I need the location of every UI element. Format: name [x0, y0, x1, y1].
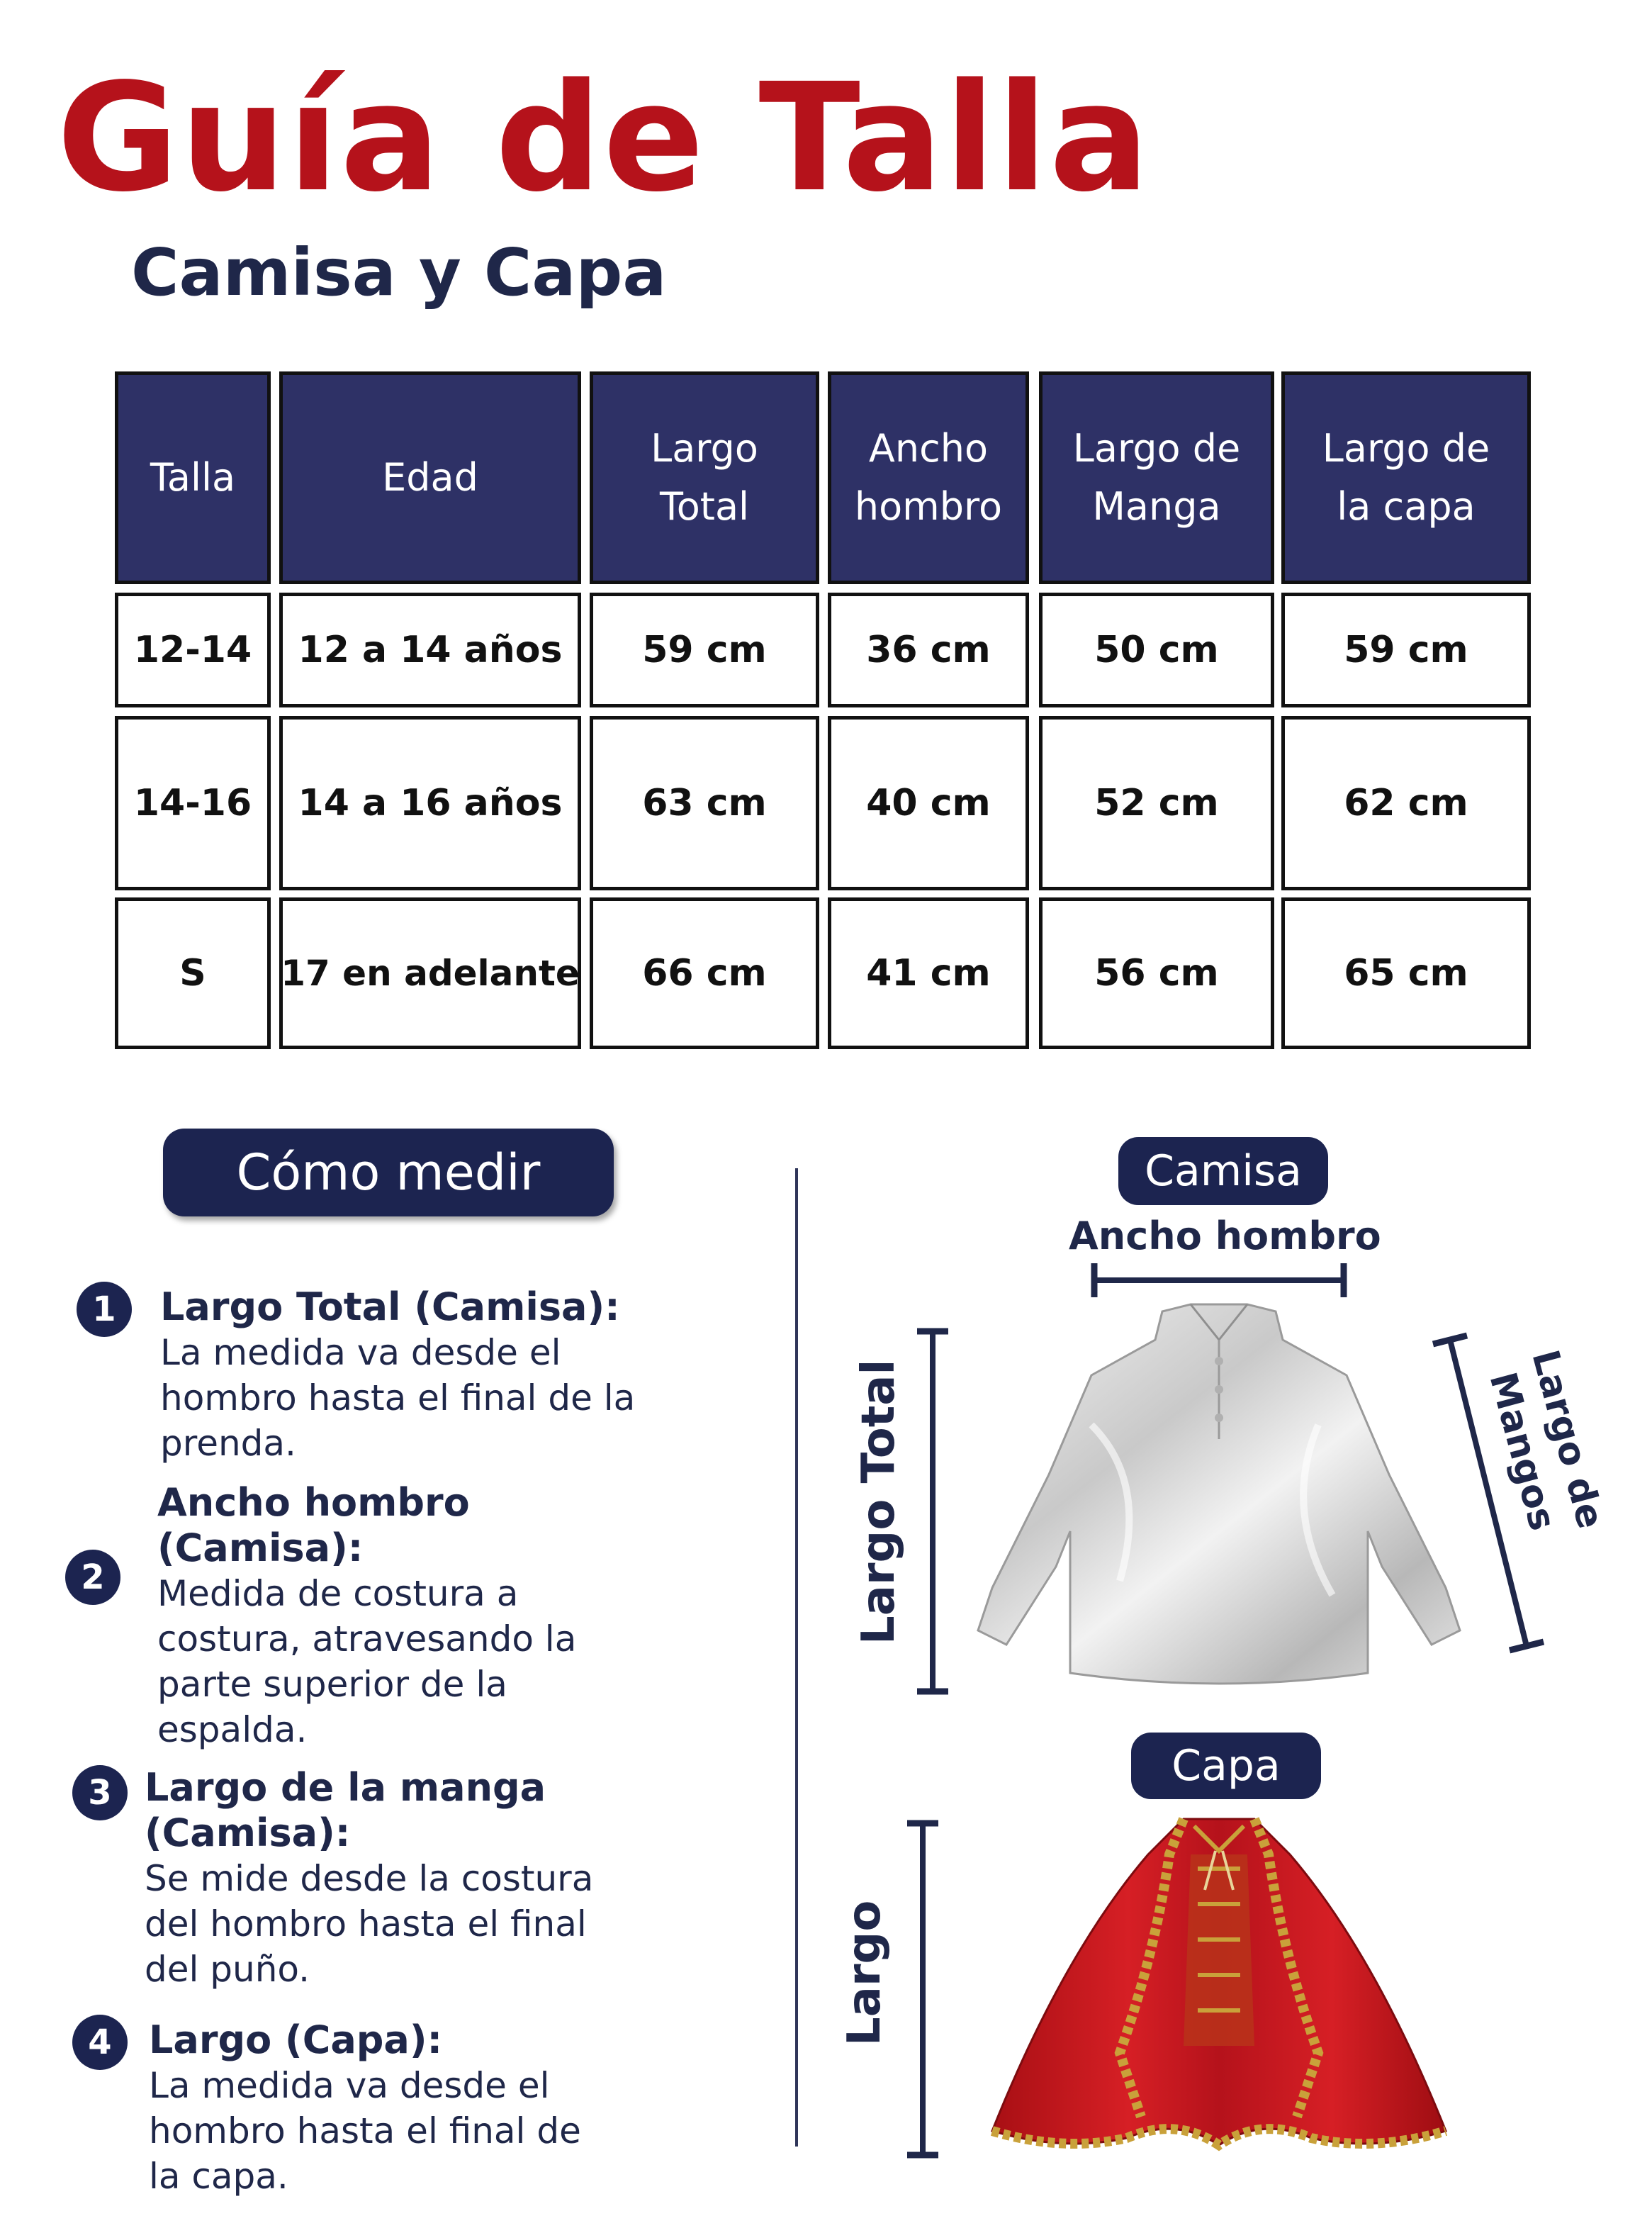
table-cell: 14-16 [115, 716, 271, 890]
cape-badge: Capa [1131, 1733, 1321, 1799]
shirt-badge: Camisa [1118, 1137, 1328, 1205]
table-cell: 66 cm [590, 897, 819, 1049]
table-cell: 50 cm [1039, 593, 1274, 707]
table-cell: S [115, 897, 271, 1049]
step-2-title: Ancho hombro (Camisa): [157, 1480, 470, 1570]
cape-length-label: Largo [838, 1900, 891, 2046]
table-header-talla: Talla [115, 371, 271, 584]
table-header-edad: Edad [279, 371, 581, 584]
section-divider [795, 1168, 798, 2147]
shoulder-width-label: Ancho hombro [1069, 1214, 1381, 1258]
step-number-4: 4 [72, 2015, 128, 2070]
table-header-largo-capa: Largo de la capa [1281, 371, 1531, 584]
step-4-description: La medida va desde el hombro hasta el final de la capa. [149, 2065, 581, 2197]
total-length-label: Largo Total [853, 1359, 905, 1645]
table-cell: 40 cm [828, 716, 1029, 890]
step-number-2: 2 [65, 1550, 120, 1605]
total-length-arrow [911, 1327, 954, 1696]
cape-illustration [978, 1812, 1460, 2166]
step-3-title: Largo de la manga (Camisa): [145, 1765, 546, 1855]
table-cell: 36 cm [828, 593, 1029, 707]
table-cell: 52 cm [1039, 716, 1274, 890]
sleeve-length-label: Largo de Mangos [1480, 1345, 1612, 1535]
step-number-1: 1 [77, 1282, 132, 1337]
step-3-description: Se mide desde la costura del hombro hasta el final del puño. [145, 1858, 594, 1990]
table-cell: 59 cm [590, 593, 819, 707]
cape-length-arrow [901, 1819, 944, 2159]
table-cell: 12-14 [115, 593, 271, 707]
how-to-measure-badge: Cómo medir [163, 1129, 614, 1216]
page-title: Guía de Talla [57, 51, 1152, 225]
table-cell: 62 cm [1281, 716, 1531, 890]
page-subtitle: Camisa y Capa [131, 235, 667, 310]
step-2-description: Medida de costura a costura, atravesando la parte superior de la espalda. [157, 1573, 577, 1750]
step-1-title: Largo Total (Camisa): [160, 1285, 620, 1329]
table-header-largo-total: Largo Total [590, 371, 819, 584]
table-cell: 12 a 14 años [279, 593, 581, 707]
table-cell: 41 cm [828, 897, 1029, 1049]
table-header-ancho-hombro: Ancho hombro [828, 371, 1029, 584]
table-cell: 56 cm [1039, 897, 1274, 1049]
shoulder-width-arrow [1084, 1259, 1354, 1302]
step-number-3: 3 [72, 1765, 128, 1820]
table-cell: 17 en adelante [279, 897, 581, 1049]
step-4-title: Largo (Capa): [149, 2017, 443, 2062]
table-cell: 65 cm [1281, 897, 1531, 1049]
table-cell: 59 cm [1281, 593, 1531, 707]
step-1-description: La medida va desde el hombro hasta el final de la prenda. [160, 1332, 636, 1464]
shirt-illustration [950, 1297, 1502, 1694]
table-cell: 63 cm [590, 716, 819, 890]
table-cell: 14 a 16 años [279, 716, 581, 890]
table-header-largo-manga: Largo de Manga [1039, 371, 1274, 584]
